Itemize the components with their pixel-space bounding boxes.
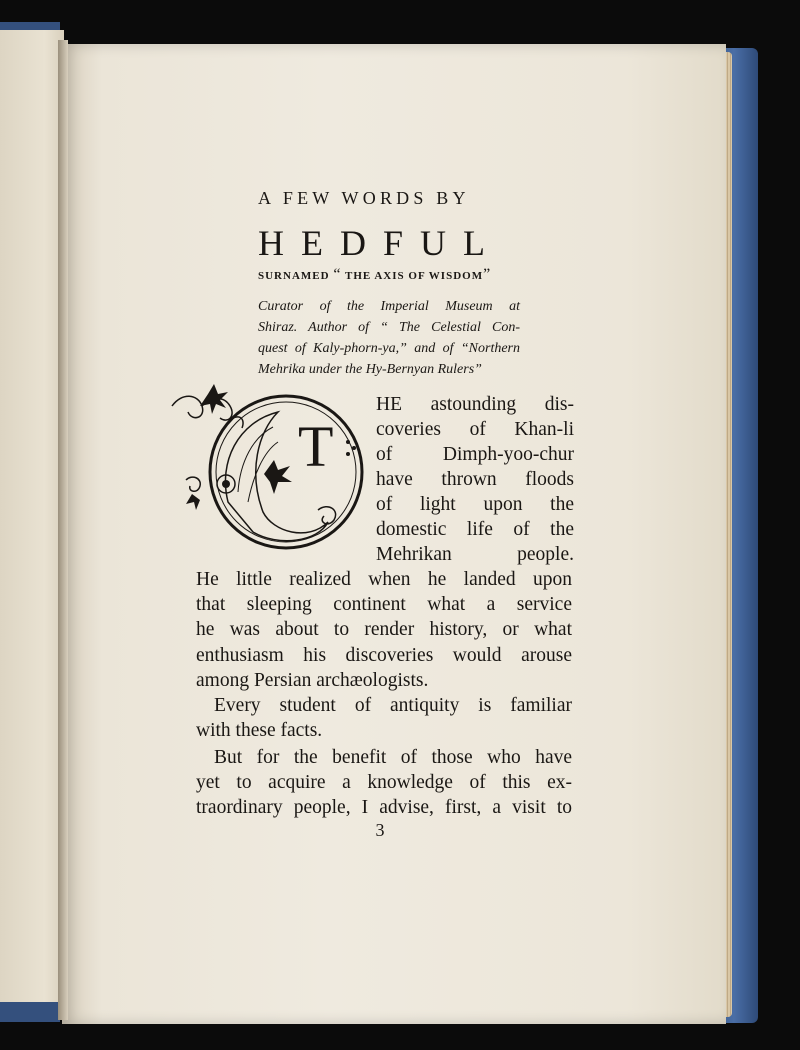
heading-a-few-words-by: A FEW WORDS BY bbox=[258, 188, 470, 208]
body-text-line: domestic life of the bbox=[376, 519, 574, 540]
body-text-line: with these facts. bbox=[196, 720, 323, 741]
body-text-line: Mehrikan people. bbox=[376, 544, 574, 565]
body-text-line: of light upon the bbox=[376, 494, 574, 515]
body-text-line: coveries of Khan-li bbox=[376, 419, 574, 440]
body-text-line: that sleeping continent what a service bbox=[196, 594, 572, 615]
body-text-line: But for the benefit of those who have bbox=[214, 747, 572, 768]
body-text-line: enthusiasm his discoveries would arouse bbox=[196, 645, 572, 666]
credential-line: quest of Kaly-phorn-ya,” and of “Northern bbox=[258, 341, 520, 356]
body-text-line: HE astounding dis- bbox=[376, 394, 574, 415]
open-quote: “ bbox=[333, 266, 342, 283]
ornamental-initial-frame bbox=[168, 382, 368, 554]
heading-surnamed bbox=[258, 266, 528, 284]
body-text-line: he was about to render history, or what bbox=[196, 619, 572, 640]
surnamed-prefix: SURNAMED bbox=[258, 270, 330, 282]
heading-author-name: HEDFUL bbox=[258, 223, 502, 263]
credential-line: Mehrika under the Hy-Bernyan Rulers” bbox=[258, 362, 482, 377]
body-text-line: yet to acquire a knowledge of this ex- bbox=[196, 772, 572, 793]
body-text-line: have thrown floods bbox=[376, 469, 574, 490]
surnamed-phrase: THE AXIS OF WISDOM bbox=[344, 270, 484, 282]
author-credentials bbox=[258, 296, 520, 380]
body-text-line: He little realized when he landed upon bbox=[196, 569, 572, 590]
credential-line: Curator of the Imperial Museum at bbox=[258, 299, 520, 314]
credential-line: Shiraz. Author of “ The Celestial Con- bbox=[258, 320, 520, 335]
close-quote: ” bbox=[483, 266, 492, 283]
body-text-line: of Dimph-yoo-chur bbox=[376, 444, 574, 465]
body-text-line: traordinary people, I advise, first, a visit to bbox=[196, 797, 572, 818]
page-number: 3 bbox=[375, 820, 385, 840]
drop-cap-letter: T bbox=[298, 414, 334, 479]
body-text-line: among Persian archæologists. bbox=[196, 670, 429, 691]
body-text-line: Every student of antiquity is familiar bbox=[214, 695, 572, 716]
